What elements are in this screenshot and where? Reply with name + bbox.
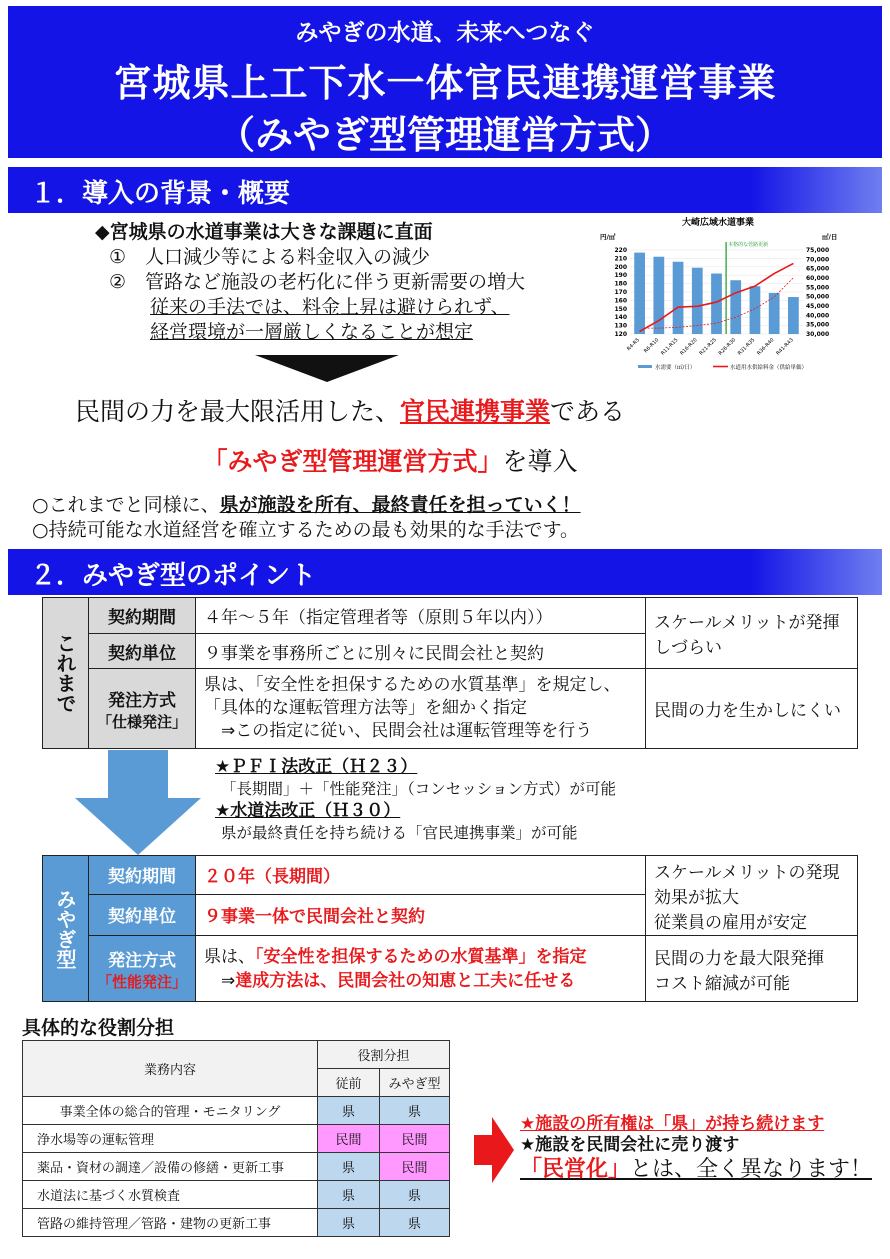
miyagi-table [42,855,858,1002]
before-role: 県 [318,1153,380,1181]
subtitle: みやぎの水道、未来へつなぐ [295,20,595,46]
content-3: ⇒この指定に従い、民間会社は運転管理等を行う [204,721,593,741]
y-right-tick: 35,000 [806,321,830,329]
bar [711,274,722,334]
y-left-tick: 200 [614,263,627,271]
table-row [23,1125,450,1153]
x-tick: R31-R35 [736,337,757,357]
y-left-tick: 150 [614,305,627,313]
row-content: ２０年（長期間） [196,856,646,895]
miyagi-side-label: みやぎ型 [43,856,89,1002]
row-label: 契約期間 [89,598,196,634]
y-right-tick: 75,000 [806,247,830,254]
change-title: ★ＰＦＩ法改正（Ｈ２３） [215,757,418,777]
statement-2a: 「みやぎ型管理運営方式」 [202,447,503,476]
row-label: 契約単位 [89,634,196,669]
callout-3 [520,1156,872,1184]
effect-2b: コスト縮減が可能 [654,973,790,994]
statement-2b: を導入 [502,447,578,476]
water-chart [598,212,838,377]
table-row [23,1097,450,1125]
bar [730,280,741,334]
bar [769,293,780,334]
x-tick: R26-R30 [717,337,738,357]
col-before: 従前 [318,1069,380,1097]
x-tick: R21-R25 [698,337,718,357]
row-label: 契約単位 [89,894,196,935]
effect-2: 民間の力を最大限発揮 [654,948,824,969]
row-label [89,936,196,1002]
right-arrow-icon [474,1117,514,1183]
callout-3b: とは、全く異なります！ [630,1157,873,1182]
y-right-tick: 60,000 [806,275,830,282]
lead: ◆宮城県の水道事業は大きな課題に直面 [95,221,433,243]
x-tick: R6-R10 [643,337,661,355]
y-left-label: 円/㎥ [600,233,616,241]
statement-1a: 民間の力を最大限活用した、 [74,397,400,426]
table-row [23,1209,450,1237]
point-2: ○持続可能な水道経営を確立するための最も効果的な手法です。 [32,519,580,541]
y-left-tick: 160 [614,297,627,305]
y-left-tick: 220 [614,247,627,254]
y-left-tick: 120 [614,331,627,338]
page-title-sub: （みやぎ型管理運営方式） [216,113,673,157]
bar [788,297,799,334]
legend-bar: 水需要（㎥/日） [655,365,696,371]
x-tick: R36-R40 [756,337,776,357]
roles-title: 具体的な役割分担 [22,1017,175,1039]
callout-2: ★施設を民間会社に売り渡す [520,1135,740,1155]
page-title: 宮城県上工下水一体官民連携運営事業 [113,61,777,105]
point-1a: ○これまでと同様に、 [32,494,220,516]
issue-1: ① 人口減少等による料金収入の減少 [109,246,431,268]
y-right-tick: 30,000 [806,331,830,338]
content-2b: 達成方法は、民間会社の知恵と工夫に任せる [235,970,576,991]
statement-2 [40,442,740,478]
y-right-tick: 40,000 [806,312,830,320]
change-text: 県が最終責任を持ち続ける「官民連携事業」が可能 [221,824,578,842]
after-role: 民間 [380,1153,450,1181]
content-a: 県は、 [204,946,255,967]
label-main: 発注方式 [108,950,176,971]
y-right-tick: 45,000 [806,303,830,310]
task: 管路の維持管理／管路・建物の更新工事 [23,1209,318,1237]
after-role: 県 [380,1181,450,1209]
effect: 民間の力を生かしにくい [646,669,858,749]
legend-bar-swatch [638,365,652,368]
content-1: 県は、「安全性を担保するための水質基準」を規定し、 [204,675,621,695]
row-content [196,669,646,749]
statement-1c: である [550,397,626,426]
row-content: ９事業一体で民間会社と契約 [196,894,646,935]
y-left-tick: 180 [614,280,627,288]
issue-2: ② 管路など施設の老朽化に伴う更新需要の増大 [109,271,526,293]
y-right-tick: 55,000 [806,284,830,292]
change-text: 「長期間」＋「性能発注」（コンセッション方式）が可能 [221,780,616,798]
note-2: 経営環境が一層厳しくなることが想定 [150,321,474,343]
bar [692,268,703,334]
statement-1 [0,392,700,428]
col-group: 役割分担 [318,1041,450,1069]
y-left-tick: 130 [614,322,627,330]
chart-title: 大崎広域水道事業 [681,218,755,228]
after-role: 県 [380,1209,450,1237]
big-down-arrow-icon [75,750,201,855]
content-2a: ⇒ [204,970,236,991]
title-banner [8,6,882,158]
task: 水道法に基づく水質検査 [23,1181,318,1209]
y-right-tick: 65,000 [806,265,830,273]
before-side-label: これまで [43,598,89,749]
after-role: 県 [380,1097,450,1125]
col-after: みやぎ型 [380,1069,450,1097]
renewal-annotation: 本格的な管路更新 [728,242,769,248]
before-role: 民間 [318,1125,380,1153]
y-left-tick: 190 [614,272,627,280]
row-label: 契約期間 [89,856,196,895]
y-left-tick: 170 [614,289,627,296]
row-content: ９事業を事務所ごとに別々に民間会社と契約 [196,634,646,669]
table-row [23,1181,450,1209]
bar [634,253,645,334]
effect [646,936,858,1002]
point-1b: 県が施設を所有、最終責任を担っていく！ [219,494,581,516]
down-arrow-icon [255,355,399,382]
law-changes [215,756,616,844]
label-main: 発注方式 [108,690,176,711]
y-left-tick: 210 [614,255,627,263]
statement-1b: 官民連携事業 [399,397,550,426]
x-tick: R41-R43 [775,337,795,357]
col-task: 業務内容 [23,1041,318,1097]
y-right-tick: 70,000 [806,256,830,264]
x-tick: R11-R15 [660,337,680,357]
label-sub: 「仕様発注」 [97,712,188,731]
x-tick: R4-R5 [626,337,642,353]
before-role: 県 [318,1209,380,1237]
note-1: 従来の手法では、料金上昇は避けられず、 [150,296,510,318]
point-1 [32,490,581,517]
effect [646,856,858,936]
before-role: 県 [318,1181,380,1209]
effect-1b: 従業員の雇用が安定 [654,913,807,933]
bar [673,262,684,334]
row-label [89,669,196,749]
task: 事業全体の総合的管理・モニタリング [23,1097,318,1125]
change-title: ★水道法改正（Ｈ３０） [215,801,401,821]
effect-1: スケールメリットの発現効果が拡大 [654,863,840,908]
callout-1: ★施設の所有権は「県」が持ち続けます [520,1114,825,1134]
content-2: 「具体的な運転管理方法等」を細かく指定 [204,698,527,718]
label-sub: 「性能発注」 [97,972,188,991]
roles-table [22,1040,450,1237]
table-row [23,1153,450,1181]
task: 薬品・資材の調達／設備の修繕・更新工事 [23,1153,318,1181]
row-content [196,936,646,1002]
content-b: 「安全性を担保するための水質基準」を指定 [255,946,587,967]
effect: スケールメリットが発揮しづらい [646,598,858,669]
before-table [42,597,858,749]
legend-line: 水道用水供給料金（供給単価） [730,365,808,371]
section1-heading: １．導入の背景・概要 [8,167,882,213]
callout [520,1114,872,1184]
x-tick: R16-R20 [679,337,699,357]
background-text [95,220,525,345]
y-right-tick: 50,000 [806,293,830,301]
section2-heading: ２．みやぎ型のポイント [8,549,882,595]
task: 浄水場等の運転管理 [23,1125,318,1153]
y-right-label: ㎥/日 [822,233,838,241]
row-content: ４年～５年（指定管理者等（原則５年以内）） [196,598,646,634]
y-left-tick: 140 [614,314,627,322]
callout-3a: 「民営化」 [520,1157,631,1182]
before-role: 県 [318,1097,380,1125]
after-role: 民間 [380,1125,450,1153]
